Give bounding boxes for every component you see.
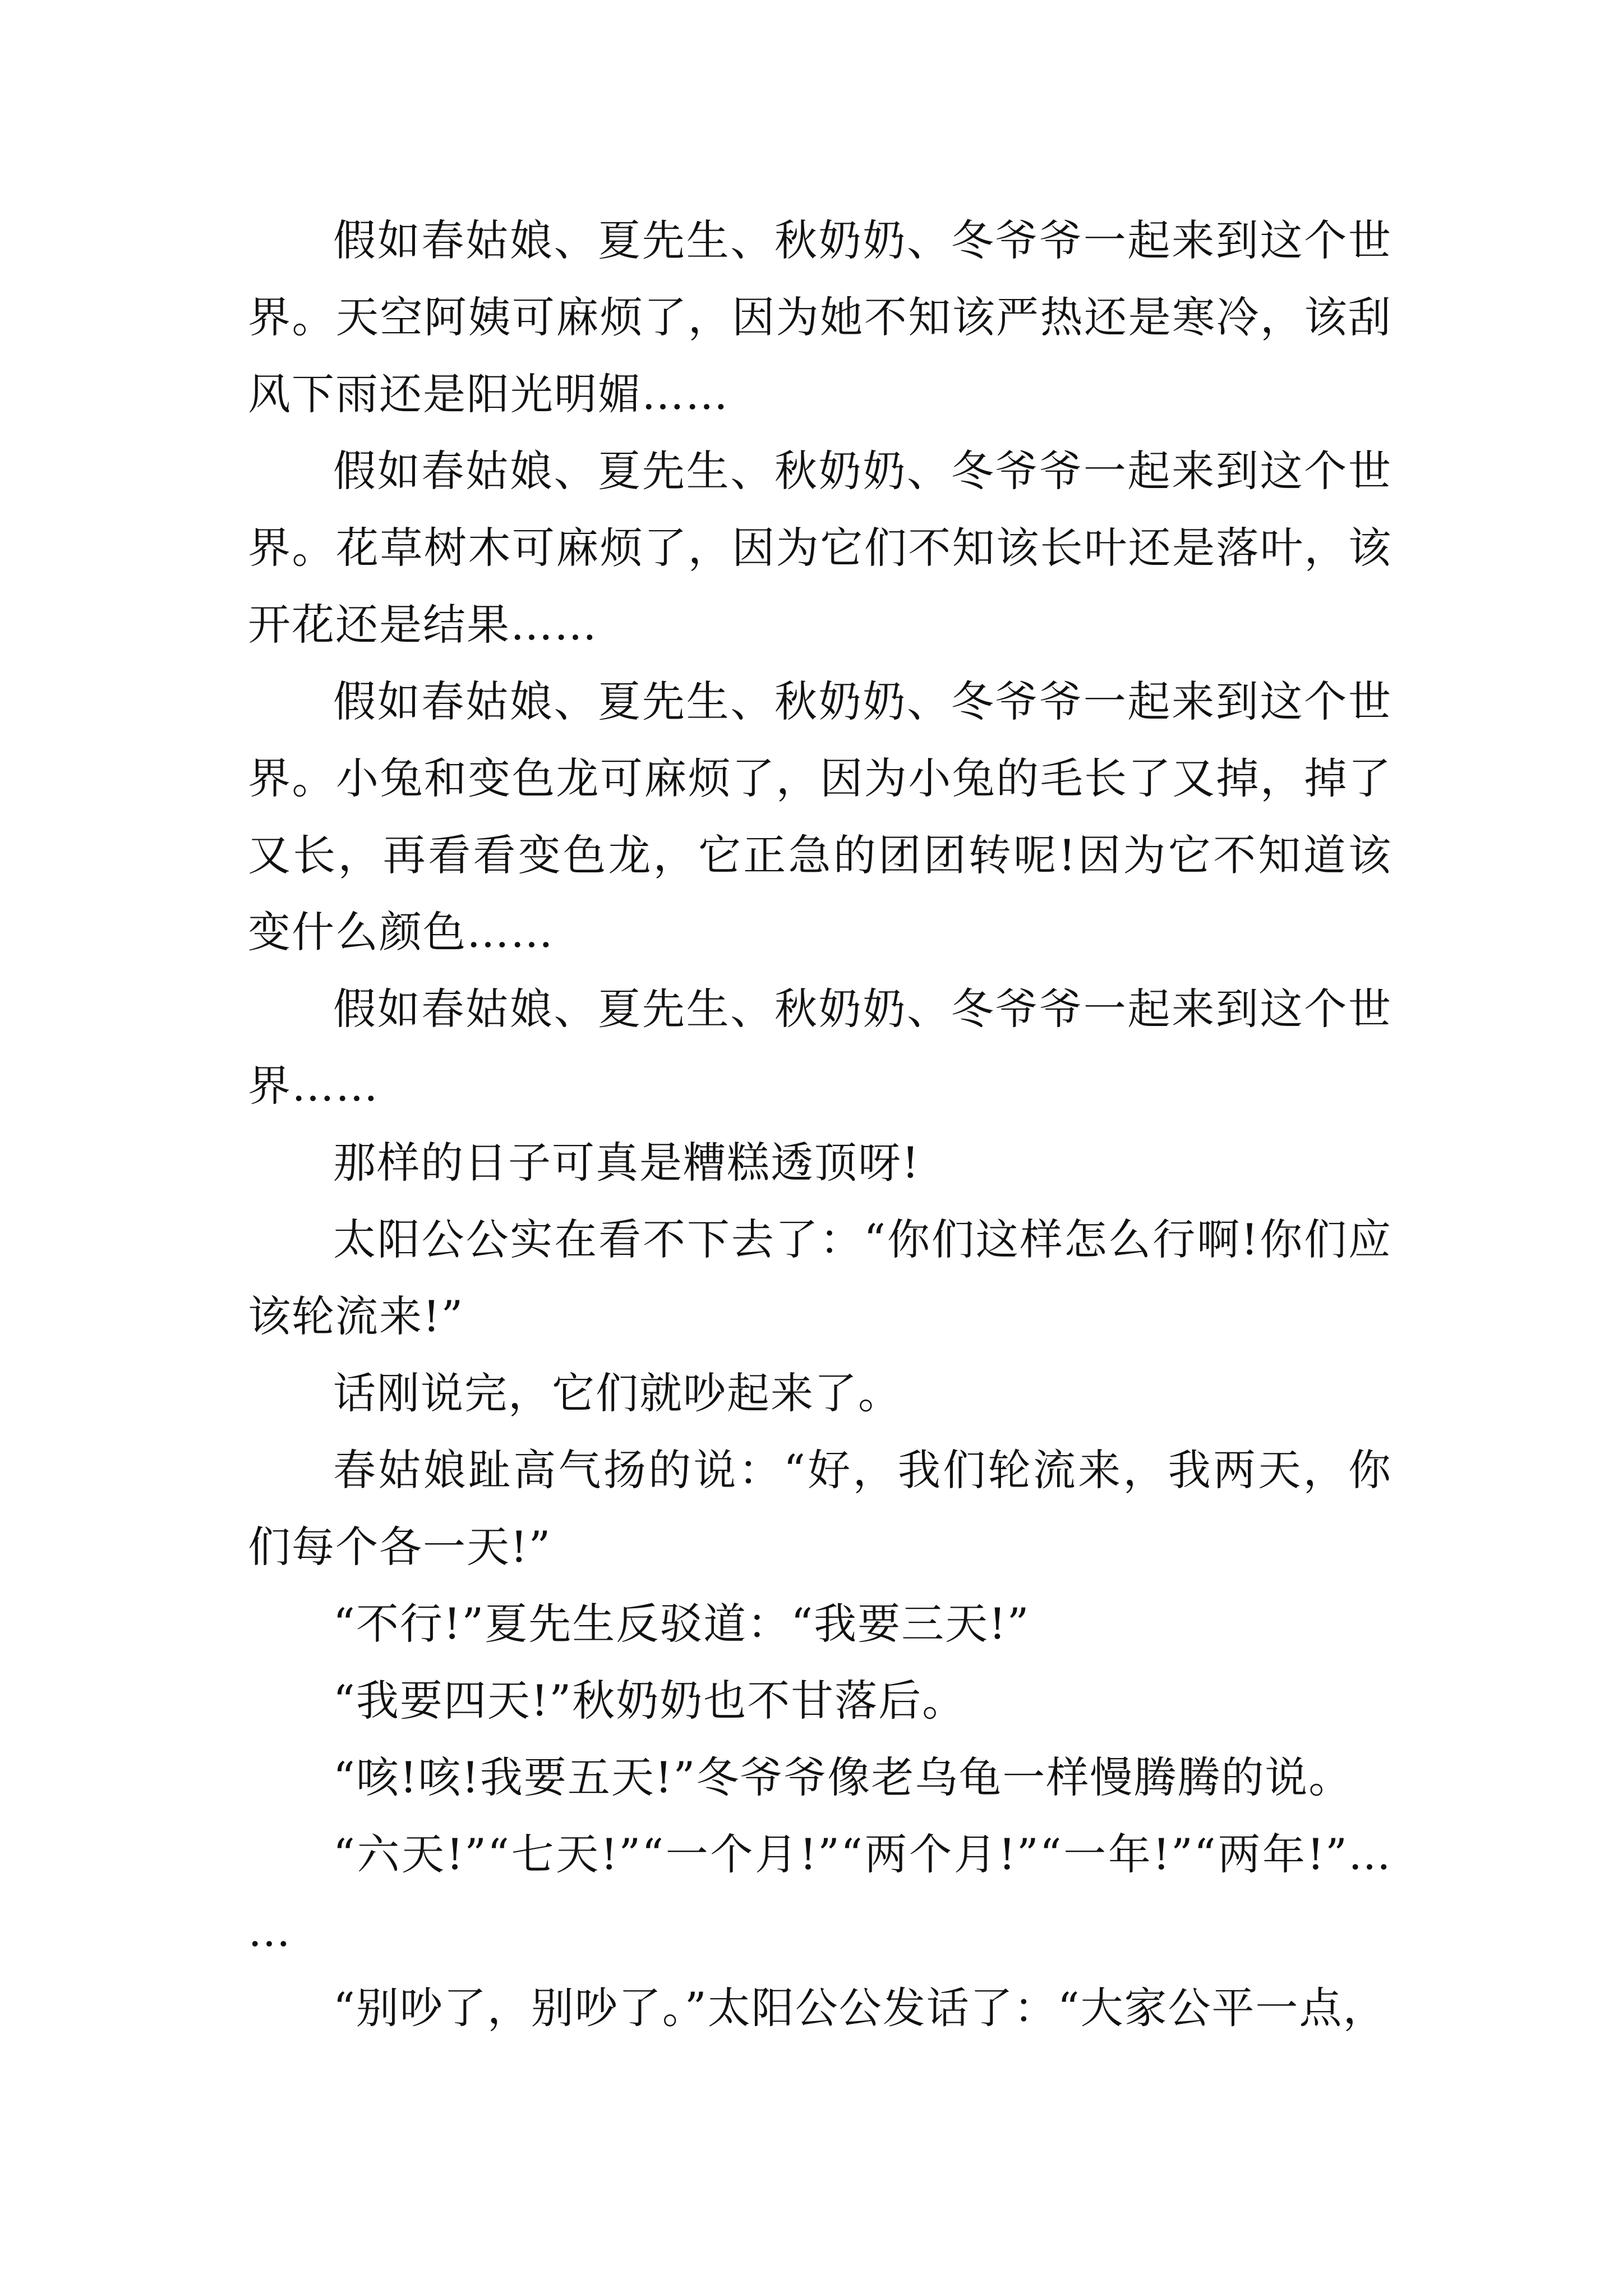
paragraph: “咳!咳!我要五天!”冬爷爷像老乌龟一样慢腾腾的说。 bbox=[333, 1752, 1353, 1802]
paragraph: “不行!”夏先生反驳道：“我要三天!” bbox=[333, 1599, 1030, 1649]
paragraph: 春姑娘趾高气扬的说：“好，我们轮流来，我两天，你们每个各一天!” bbox=[248, 1445, 1392, 1572]
paragraph: “六天!”“七天!”“一个月!”“两个月!”“一年!”“两年!”…… bbox=[248, 1829, 1392, 1956]
paragraph: 太阳公公实在看不下去了：“你们这样怎么行啊!你们应该轮流来!” bbox=[248, 1214, 1392, 1341]
paragraph: 话刚说完，它们就吵起来了。 bbox=[333, 1368, 902, 1418]
paragraph: 假如春姑娘、夏先生、秋奶奶、冬爷爷一起来到这个世界。花草树木可麻烦了，因为它们不知该长叶还是落叶，该开花还是结果…… bbox=[248, 446, 1392, 650]
document-body bbox=[248, 202, 1392, 2046]
paragraph: “我要四天!”秋奶奶也不甘落后。 bbox=[333, 1676, 966, 1726]
paragraph: 假如春姑娘、夏先生、秋奶奶、冬爷爷一起来到这个世界。小兔和变色龙可麻烦了，因为小兔的毛长了又掉，掉了又长，再看看变色龙，它正急的团团转呢!因为它不知道该变什么颜色…… bbox=[248, 677, 1392, 957]
paragraph: 假如春姑娘、夏先生、秋奶奶、冬爷爷一起来到这个世界…… bbox=[248, 984, 1392, 1111]
paragraph: 那样的日子可真是糟糕透顶呀! bbox=[333, 1138, 920, 1188]
paragraph: 假如春姑娘、夏先生、秋奶奶、冬爷爷一起来到这个世界。天空阿姨可麻烦了，因为她不知该严热还是寒冷，该刮风下雨还是阳光明媚…… bbox=[248, 215, 1392, 419]
paragraph: “别吵了，别吵了。”太阳公公发话了：“大家公平一点， bbox=[333, 1983, 1387, 2033]
